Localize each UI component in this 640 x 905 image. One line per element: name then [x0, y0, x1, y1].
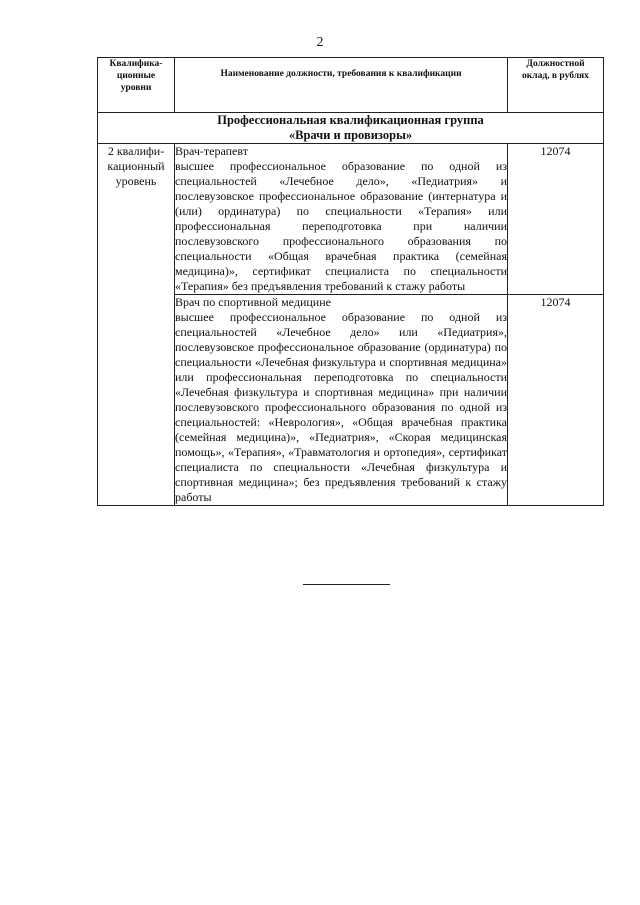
- group-title-line1: Профессиональная квалификационная группа: [217, 113, 484, 127]
- position-requirements: высшее профессиональное образование по одной из специальностей «Лечебное дело» или «Педиатрия», послевузовское профессиональное образование (ординатура) по специальности «Лечебная физкультура и спортивная медицина» или профессиональная переподготовка по специальности «Лечебная физкультура и спортивная медицина» при наличии послевузовского профессионального образования по одной из специальностей: «Неврология», «Общая врачебная практика (семейная медицина)», «Педиатрия», «Скорая медицинская помощь», «Терапия», «Травматология и ортопедия», сертификат специалиста по специальности «Лечебная физкультура и спортивная медицина»; без предъявления требований к стажу работы: [175, 310, 507, 504]
- position-title: Врач-терапевт: [175, 144, 248, 158]
- position-title: Врач по спортивной медицине: [175, 295, 331, 309]
- table-row: [98, 144, 604, 295]
- group-title-line2: «Врачи и провизоры»: [288, 128, 413, 142]
- footer-divider: [303, 584, 390, 585]
- page-number: 2: [316, 35, 324, 50]
- group-title-row: [98, 113, 604, 144]
- table-header-row: [98, 58, 604, 113]
- qualification-table: [97, 57, 604, 506]
- header-salary: Должностной оклад, в рублях: [508, 58, 604, 113]
- salary-cell: 12074: [508, 144, 604, 295]
- header-position: Наименование должности, требования к квалификации: [175, 58, 508, 113]
- level-cell: 2 квалифи-кационный уровень: [98, 144, 175, 506]
- position-requirements: высшее профессиональное образование по одной из специальностей «Лечебное дело», «Педиатрия» и послевузовское профессиональное образование (интернатура и (или) ординатура) по специальности «Терапия» или профессиональная переподготовка при наличии послевузовского профессионального образования по специальности «Общая врачебная практика (семейная медицина)», сертификат специалиста по специальности «Терапия» без предъявления требований к стажу работы: [175, 159, 507, 293]
- group-title: [98, 113, 604, 144]
- header-level: Квалифика-ционные уровни: [98, 58, 175, 113]
- position-cell: [175, 144, 508, 295]
- salary-cell: 12074: [508, 295, 604, 506]
- position-cell: [175, 295, 508, 506]
